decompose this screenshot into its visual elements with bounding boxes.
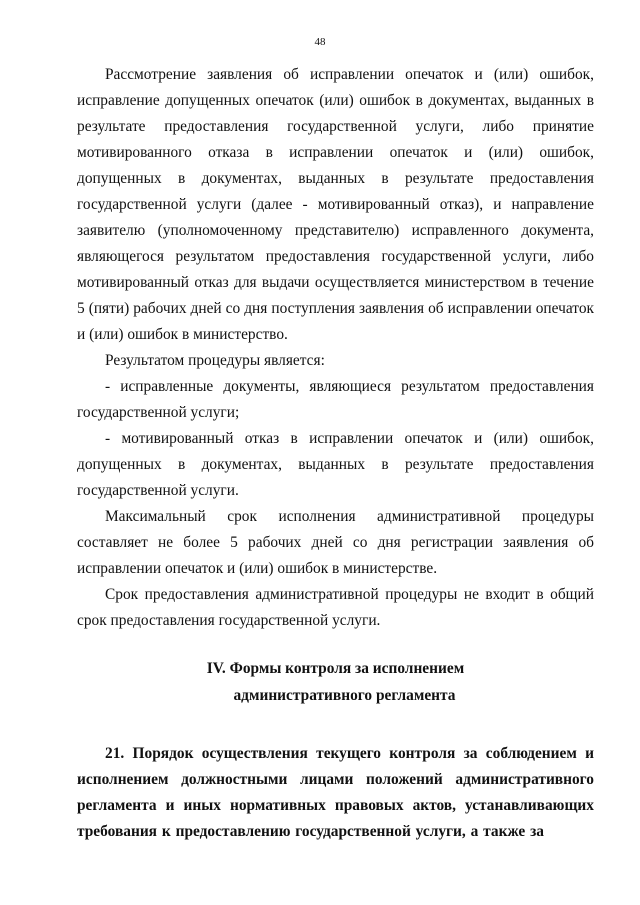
paragraph-result-item-refusal: - мотивированный отказ в исправлении опечаток и (или) ошибок, допущенных в документах, выданных в результате предоставления государственной услуги. [77,430,594,499]
paragraph-result-item-corrected: - исправленные документы, являющиеся результатом предоставления государственной услуги; [77,378,594,421]
subsection-21-paragraph: 21. Порядок осуществления текущего контроля за соблюдением и исполнением должностными лицами положений административного регламента и иных нормативных правовых актов, устанавливающих требования к предоставлению государственной услуги, а также за [77,745,594,840]
section-heading-line-1: IV. Формы контроля за исполнением [206,660,465,677]
paragraph-review-procedure: Рассмотрение заявления об исправлении опечаток и (или) ошибок, исправление допущенных опечаток (или) ошибок в документах, выданных в результате предоставления государственной услуги, либо принятие мотивированного отказа в исправлении опечаток и (или) ошибок, допущенных в документах, выданных в результате предоставления государственной услуги (далее - мотивированный отказ), и направление заявителю (уполномоченному представителю) исправленного документа, являющегося результатом предоставления государственной услуги, либо мотивированный отказ для выдачи осуществляется министерством в течение 5 (пяти) рабочих дней со дня поступления заявления об исправлении опечаток и (или) ошибок в министерство. [77,66,594,343]
section-heading-line-2: административного регламента [233,687,456,704]
page-number: 48 [314,36,326,48]
document-body [77,62,594,845]
paragraph-max-term: Максимальный срок исполнения административной процедуры составляет не более 5 рабочих дней со дня регистрации заявления об исправлении опечаток и (или) ошибок в министерстве. [77,508,594,577]
paragraph-term-note: Срок предоставления административной процедуры не входит в общий срок предоставления государственной услуги. [77,586,594,629]
paragraph-result-intro: Результатом процедуры является: [105,352,325,369]
